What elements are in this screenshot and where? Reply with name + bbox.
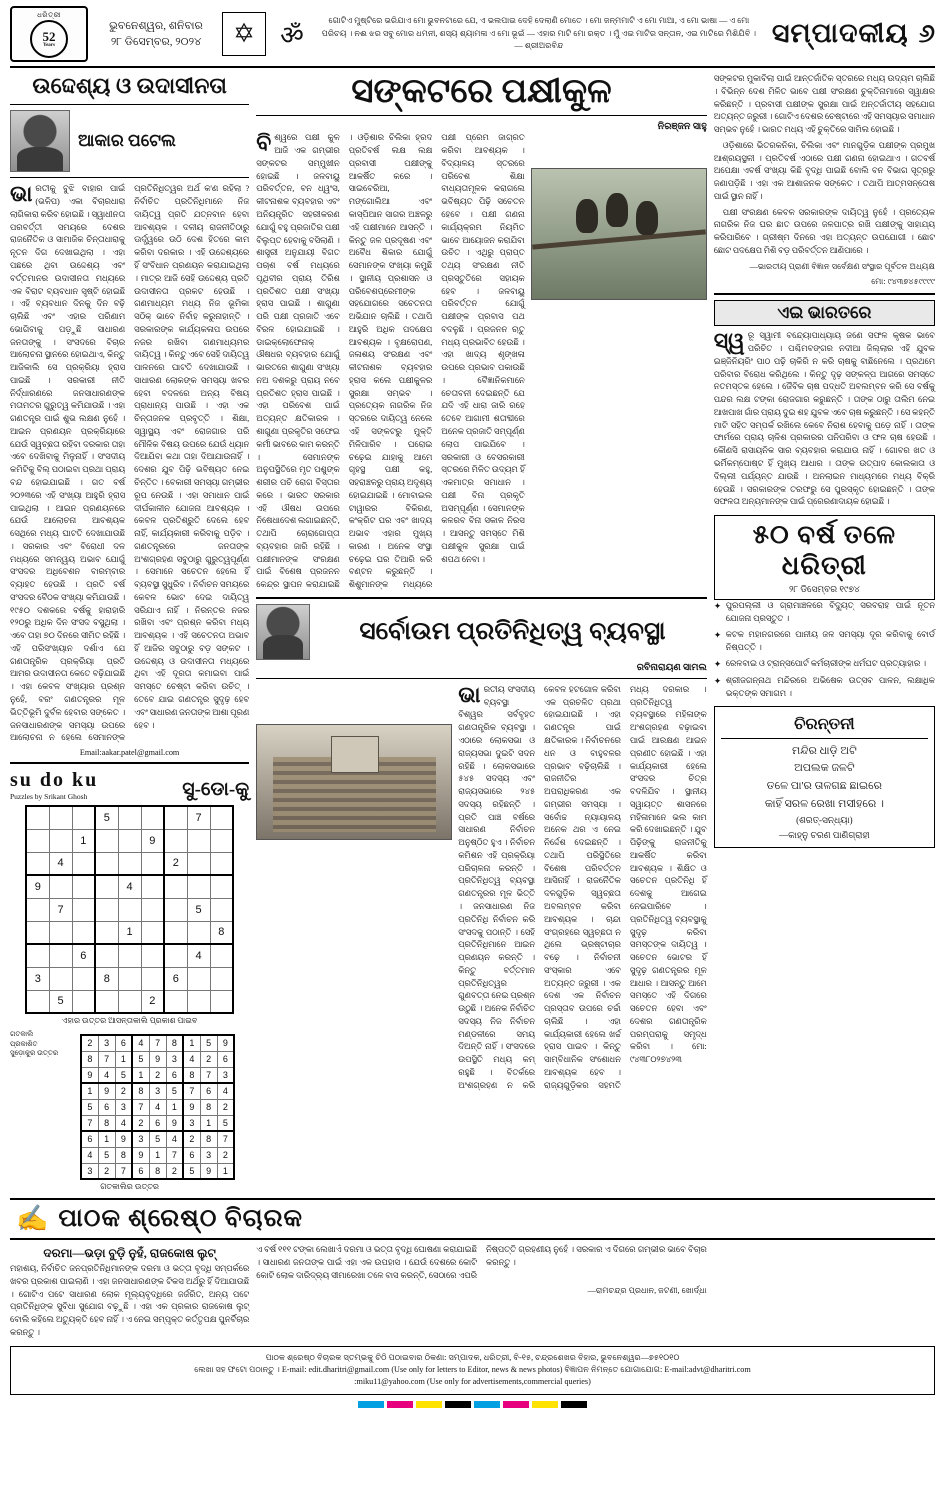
sudoku-logo-text: su do ku	[10, 769, 99, 792]
sudoku-cell[interactable]	[164, 875, 187, 898]
sudoku-cell: 5	[132, 1051, 149, 1067]
sudoku-cell[interactable]: 6	[72, 944, 95, 967]
sudoku-solution-note: ଗତକାଲି ପ୍ରକାଶିତ ସୁଡ଼ୋକୁର ଉତ୍ତର	[10, 1030, 59, 1057]
sudoku-cell: 8	[200, 1099, 217, 1115]
sudoku-cell: 1	[166, 1099, 183, 1115]
sudoku-cell: 2	[166, 1163, 183, 1179]
logo-years-label: Years	[43, 42, 55, 48]
color-swatch	[358, 1401, 384, 1408]
anniversary-item-text: ଶ୍ରୀଜଗନ୍ନାଥ ମନ୍ଦିରରେ ଅଭିଷେକ ଉତ୍ସବ ପାଳନ, ଲକ୍ଷାଧିକ ଭକ୍ତଙ୍କ ସମାଗମ ।	[725, 676, 935, 698]
sudoku-cell[interactable]	[49, 875, 72, 898]
om-icon: ॐ	[280, 21, 304, 50]
sudoku-cell[interactable]	[72, 921, 95, 944]
sudoku-cell[interactable]	[187, 829, 210, 852]
readers-section-title: ପାଠକ ଶ୍ରେଷ୍ଠ ବିଚାରକ	[58, 1205, 304, 1233]
sudoku-cell[interactable]	[26, 990, 49, 1013]
photo-bird-1	[576, 199, 598, 233]
sudoku-cell: 5	[149, 1131, 166, 1147]
section-title: ସମ୍ପାଦକୀୟ	[771, 18, 909, 48]
sudoku-cell[interactable]	[187, 875, 210, 898]
sudoku-row	[81, 1163, 234, 1179]
masthead	[10, 6, 935, 68]
page-number: ୬	[918, 18, 935, 48]
sudoku-cell[interactable]	[49, 944, 72, 967]
sudoku-cell: 7	[200, 1067, 217, 1083]
sudoku-cell: 1	[183, 1035, 200, 1051]
sudoku-cell[interactable]	[164, 990, 187, 1013]
sudoku-cell: 8	[132, 1083, 149, 1099]
sudoku-cell: 3	[200, 1147, 217, 1163]
sudoku-cell: 2	[98, 1163, 115, 1179]
sudoku-cell[interactable]: 8	[95, 967, 118, 990]
letters-footer-col	[714, 1244, 935, 1340]
sudoku-cell[interactable]	[26, 806, 49, 829]
anniversary-date: ୨୮ ଡିସେମ୍ବର ୧୯୭୪	[788, 584, 860, 595]
sudoku-row	[26, 875, 233, 898]
letter-1	[10, 1244, 249, 1340]
sudoku-cell: 2	[149, 1067, 166, 1083]
bullet-icon: ✦	[713, 676, 722, 687]
issue-date	[96, 18, 216, 51]
sudoku-cell[interactable]	[164, 944, 187, 967]
second-body: ଭାରତୀୟ ସଂସଦୀୟ ବ୍ୟବସ୍ଥା ବିଶ୍ୱର ସର୍ବବୃହତ ଗଣତାନ୍ତ୍ରିକ ବ୍ୟବସ୍ଥା । ଏଠାରେ ଲୋକସଭା ଓ ରାଜ୍ୟସଭା ଦୁଇଟି ସଦନ ରହିଛି । ଲୋକସଭାରେ ୫୪୫ ସଦସ୍ୟ ଏବଂ ରାଜ୍ୟସଭାରେ ୨୪୫ ସଦସ୍ୟ ରହିଛନ୍ତି । ପ୍ରତି ପାଞ୍ଚ ବର୍ଷରେ ସାଧାରଣ ନିର୍ବାଚନ ଅନୁଷ୍ଠିତ ହୁଏ । ନିର୍ବାଚନ କମିଶନ ଏହି ପ୍ରକ୍ରିୟା ପରିଚାଳନା କରନ୍ତି । ପ୍ରତିନିଧିତ୍ୱ ବ୍ୟବସ୍ଥା ଗଣତନ୍ତ୍ରର ମୂଳ ଭିତ୍ତି । ଜନସାଧାରଣ ନିଜ ପ୍ରତିନିଧି ନିର୍ବାଚନ କରି ସଂସଦକୁ ପଠାନ୍ତି । ସେହି ପ୍ରତିନିଧିମାନେ ଆଇନ ପ୍ରଣୟନ କରନ୍ତି । କିନ୍ତୁ ବର୍ତ୍ତମାନ ପ୍ରତିନିଧିତ୍ୱର ଗୁଣବତ୍ତା ନେଇ ପ୍ରଶ୍ନ ଉଠୁଛି । ଅନେକ ନିର୍ବାଚିତ ସଦସ୍ୟ ନିଜ ନିର୍ବାଚନ ମଣ୍ଡଳୀରେ ସମୟ ଦିଅନ୍ତି ନାହିଁ । ସଂସଦରେ ଉପସ୍ଥିତି ମଧ୍ୟ କମ୍ ରହୁଛି । ବିତର୍କରେ ଅଂଶଗ୍ରହଣ ନ କରି କେବଳ ହଟଗୋଳ କରିବା ଏକ ପ୍ରଚଳିତ ପ୍ରଥା ହୋଇଯାଇଛି । ଏହା ଗଣତନ୍ତ୍ର ପାଇଁ କ୍ଷତିକାରକ । ନିର୍ବାଚନରେ ଧନ ଓ ବାହୁବଳର ପ୍ରଭାବ ବଢ଼ିଚାଲିଛି । ରାଜନୀତିର ଅପରାଧିକରଣ ଏକ ଗମ୍ଭୀର ସମସ୍ୟା । ସର୍ବୋଚ୍ଚ ନ୍ୟାୟାଳୟ ଅନେକ ଥର ଏ ନେଇ ନିର୍ଦ୍ଦେଶ ଦେଇଛନ୍ତି । ତଥାପି ପରିସ୍ଥିତିରେ ବିଶେଷ ପରିବର୍ତ୍ତନ ଆସିନାହିଁ । ରାଜନୈତିକ ଦଳଗୁଡ଼ିକ ସ୍ୱଚ୍ଛତା ଅବଲମ୍ବନ କରିବା ଆବଶ୍ୟକ । ଚାନ୍ଦା ସଂଗ୍ରହରେ ସ୍ୱଚ୍ଛତା ନ ଥିଲେ ଭ୍ରଷ୍ଟାଚାର ବଢ଼େ । ନିର୍ବାଚନୀ ସଂସ୍କାର ଏବେ ଅତ୍ୟନ୍ତ ଜରୁରୀ । ଏକ ଦେଶ ଏକ ନିର୍ବାଚନ ପ୍ରସ୍ତାବ ଉପରେ ଚର୍ଚ୍ଚା ଚାଲିଛି । ଏହା କାର୍ଯ୍ୟକାରୀ ହେଲେ ଖର୍ଚ୍ଚ ହ୍ରାସ ପାଇବ । କିନ୍ତୁ ସାମ୍ବିଧାନିକ ସଂଶୋଧନ ଆବଶ୍ୟକ ହେବ । ରାଜ୍ୟଗୁଡ଼ିକର ସହମତି ମଧ୍ୟ ଦରକାର । ପ୍ରତିନିଧିତ୍ୱ ବ୍ୟବସ୍ଥାରେ ମହିଳାଙ୍କ ଅଂଶଗ୍ରହଣ ବଢ଼ାଇବା ପାଇଁ ଆରକ୍ଷଣ ଆଇନ ପ୍ରଣୀତ ହୋଇଛି । ଏହା କାର୍ଯ୍ୟକାରୀ ହେଲେ ସଂସଦର ଚିତ୍ର ବଦଳିଯିବ । ସ୍ଥାନୀୟ ସ୍ୱାୟତ୍ତ ଶାସନରେ ମହିଳାମାନେ ଭଲ କାମ କରି ଦେଖାଇଛନ୍ତି । ଯୁବ ପିଢ଼ିଙ୍କୁ ରାଜନୀତିକୁ ଆକର୍ଷିତ କରିବା ଆବଶ୍ୟକ । ଶିକ୍ଷିତ ଓ ସଚେତନ ପ୍ରତିନିଧି ହିଁ ଦେଶକୁ ଆଗେଇ ନେଇପାରିବେ । ପ୍ରତିନିଧିତ୍ୱ ବ୍ୟବସ୍ଥାକୁ ସୁଦୃଢ଼ କରିବା ସମସ୍ତଙ୍କ ଦାୟିତ୍ୱ । ସଚେତନ ଭୋଟର ହିଁ ସୁଦୃଢ଼ ଗଣତନ୍ତ୍ରର ମୂଳ ଆଧାର । ଆସନ୍ତୁ ଆମେ ସମସ୍ତେ ଏହି ଦିଗରେ ସଚେତନ ହେବା ଏବଂ ଦେଶର ଗଣତାନ୍ତ୍ରିକ ପରମ୍ପରାକୁ ସମୃଦ୍ଧ କରିବା । ମୋ: ୯୪୩୮୦୨୭୪୨୩	[458, 681, 707, 1090]
sudoku-cell[interactable]	[95, 921, 118, 944]
sudoku-cell[interactable]	[26, 944, 49, 967]
sudoku-cell[interactable]: 7	[49, 898, 72, 921]
sudoku-cell[interactable]: 5	[187, 898, 210, 921]
sudoku-cell: 8	[115, 1147, 132, 1163]
sudoku-cell: 5	[98, 1147, 115, 1163]
letter-1-body: ମହାଶୟ, ନିର୍ବାଚିତ ଜନପ୍ରତିନିଧିମାନଙ୍କ ଦରମା ଓ ଭତ୍ତା ବୃଦ୍ଧି ସମ୍ପର୍କରେ ଖବର ପ୍ରକାଶ ପାଇଲାଣି । ଏହା ଜନସାଧାରଣଙ୍କ ଟିକସ ଅର୍ଥରୁ ହିଁ ଦିଆଯାଉଛି । ଗୋଟିଏ ପଟେ ସାଧାରଣ ଲୋକ ମୂଲ୍ୟବୃଦ୍ଧିରେ ଜର୍ଜରିତ, ଅନ୍ୟ ପଟେ ପ୍ରତିନିଧିଙ୍କ ସୁବିଧା ସୁଯୋଗ ବଢ଼ୁଛି । ଏହା ଏକ ପ୍ରକାର ରାଜକୋଷ ଲୁଟ୍ ବୋଲି କହିଲେ ଅତ୍ୟୁକ୍ତି ହେବ ନାହିଁ । ଏ ନେଇ ସମ୍ପୃକ୍ତ କର୍ତ୍ତୃପକ୍ଷ ପୁନର୍ବିଚାର କରନ୍ତୁ ।	[10, 1264, 250, 1337]
sudoku-cell: 7	[115, 1163, 132, 1179]
sudoku-cell: 6	[166, 1067, 183, 1083]
newspaper-logo	[10, 6, 88, 62]
sudoku-cell: 9	[98, 1083, 115, 1099]
letter-2	[256, 1244, 707, 1340]
sudoku-cell[interactable]	[26, 829, 49, 852]
sudoku-cell[interactable]	[141, 967, 164, 990]
sudoku-cell: 8	[183, 1067, 200, 1083]
footer-email-editor[interactable]: ଲେଖା ସହ ଫଟୋ ପଠାନ୍ତୁ । E-mail: edit.dharitri@gmail.com (Use only for letters to Editor, news & news photos) ବିଜ୍ଞାପନ ନିମନ୍ତେ ଯୋଗାଯୋଗ: E-mail:advt@dharitri.com	[194, 1364, 751, 1374]
color-swatch	[532, 1401, 558, 1408]
sudoku-cell[interactable]	[187, 967, 210, 990]
sudoku-cell: 8	[98, 1115, 115, 1131]
photo-bird-2	[606, 193, 628, 227]
sudoku-cell: 6	[183, 1147, 200, 1163]
photo-branch	[532, 229, 706, 249]
letter-2-sign: —ରାମଚନ୍ଦ୍ର ପ୍ରଧାନ, ଜଟଣୀ, ଖୋର୍ଦ୍ଧା	[587, 1286, 707, 1296]
letter-1-title: ଦରମା—ଭଡ଼ା ବୁଡ଼ି ନୁହଁ, ରାଜକୋଷ ଲୁଟ୍	[43, 1246, 216, 1261]
sudoku-cell[interactable]	[49, 829, 72, 852]
readers-section-banner	[10, 1198, 935, 1240]
sudoku-row	[81, 1147, 234, 1163]
opinion-author-row	[10, 110, 249, 172]
sudoku-cell: 6	[115, 1035, 132, 1051]
sudoku-cell: 3	[98, 1035, 115, 1051]
sudoku-cell: 2	[132, 1115, 149, 1131]
registration-color-bar	[10, 1401, 935, 1408]
opinion-body: ଭାରତୀକୁ ବୁଝି ବାହାର ପାଇଁ (ଭଳିପ) ଏକା ବିଚାରଧାରା ଲାଗିକାରା କରିବ ହୋଇଛି । ସ୍ୱାଧୀନତା ପରବର୍ତ୍ତୀ ସମୟରେ ଦେଶର ରାଜନୈତିକ ଓ ସାମାଜିକ ଚିନ୍ତାଧାରାକୁ ନୂତନ ଦିଗ ଦେଖାଇଥିଲା । ଏହା ପଛରେ ଥିବା ଉଦ୍ଦେଶ୍ୟ ଏବଂ ବର୍ତ୍ତମାନର ଉଦାସୀନତା ମଧ୍ୟରେ ଏକ ବିରାଟ ବ୍ୟବଧାନ ସୃଷ୍ଟି ହୋଇଛି । ଏହି ବ୍ୟବଧାନ ଦିନକୁ ଦିନ ବଢ଼ି ଚାଲିଛି ଏବଂ ଏହାର ପରିଣାମ ଭୋଗିବାକୁ ପଡ଼ୁଛି ସାଧାରଣ ଜନତାଙ୍କୁ । ସଂସଦରେ ବିଚାର ଆଲୋଚନା ସ୍ଥାନରେ ହୋଇଥାଏ, କିନ୍ତୁ ଆଜିକାଲି ସେ ପ୍ରକ୍ରିୟା ହ୍ରାସ ପାଇଛି । ସରକାରୀ ନୀତି ନିର୍ଦ୍ଧାରଣରେ ଜନସାଧାରଣଙ୍କ ମତାମତର ଗୁରୁତ୍ୱ କମିଯାଉଛି । ଏହା ଗଣତନ୍ତ୍ର ପାଇଁ ଶୁଭ ଲକ୍ଷଣ ନୁହେଁ । ଆଇନ ପ୍ରଣୟନ ପ୍ରକ୍ରିୟାରେ ଯେଉଁ ସ୍ୱଚ୍ଛତା ରହିବା ଦରକାର ତାହା ଏବେ ଦେଖିବାକୁ ମିଳୁନାହିଁ । ସଂସଦୀୟ କମିଟିକୁ ବିଲ୍ ପଠାଇବା ପ୍ରଥା ପ୍ରାୟ ବନ୍ଦ ହୋଇଯାଇଛି । ଗତ ବର୍ଷ ୨୦୨୩ରେ ଏହି ସଂଖ୍ୟା ଆହୁରି ହ୍ରାସ ପାଇଥିଲା । ଆଇନ ପ୍ରଣୟନରେ ଯେଉଁ ଆଲୋଚନା ଆବଶ୍ୟକ ସେଥିରେ ମଧ୍ୟ ଘାଟତି ଦେଖାଯାଉଛି । ସରକାର ଏବଂ ବିରୋଧୀ ଦଳ ମଧ୍ୟରେ ସମନ୍ୱୟ ଅଭାବ ଯୋଗୁଁ ସଂସଦର ଅଧିବେଶନ ବାରମ୍ବାର ବ୍ୟାହତ ହେଉଛି । ପ୍ରତି ବର୍ଷ ସଂସଦର ବୈଠକ ସଂଖ୍ୟା କମିଯାଉଛି । ୧୯୫୦ ଦଶକରେ ବର୍ଷକୁ ହାରାହାରି ୧୨୦ରୁ ଅଧିକ ଦିନ ସଂସଦ ବସୁଥିଲା । ଏବେ ତାହା ୭୦ ଦିନରେ ସୀମିତ ରହିଛି । ଏହି ପରିସଂଖ୍ୟାନ ଦର୍ଶାଏ ଯେ ଗଣତାନ୍ତ୍ରିକ ପ୍ରକ୍ରିୟା ପ୍ରତି ଆମର ଉଦାସୀନତା କେତେ ବଢ଼ିଯାଇଛି । ଏହା କେବଳ ସଂଖ୍ୟାର ପ୍ରଶ୍ନ ନୁହେଁ, ବରଂ ଗଣତନ୍ତ୍ରର ମୂଳ ଭିତ୍ତିଭୂମି ଦୁର୍ବଳ ହେବାର ସଙ୍କେତ । ଜନସାଧାରଣଙ୍କ ସମସ୍ୟା ଉପରେ ଆଲୋଚନା ନ ହେଲେ ସେମାନଙ୍କ ପ୍ରତିନିଧିତ୍ୱର ଅର୍ଥ କ'ଣ ରହିଲା ? ନିର୍ବାଚିତ ପ୍ରତିନିଧିମାନେ ନିଜ ଦାୟିତ୍ୱ ପ୍ରତି ଯତ୍ନବାନ ହେବା ଆବଶ୍ୟକ । ଦଳୀୟ ରାଜନୀତିଠାରୁ ଊର୍ଦ୍ଧ୍ୱରେ ଉଠି ଦେଶ ହିତରେ କାମ କରିବା ଦରକାର । ଏହି ଉଦ୍ଦେଶ୍ୟରେ ହିଁ ସଂବିଧାନ ପ୍ରଣୟନ କରାଯାଇଥିଲା । ମାତ୍ର ଆଜି ସେହି ଉଦ୍ଦେଶ୍ୟ ପ୍ରତି ଉଦାସୀନତା ପ୍ରକଟ ହେଉଛି । ଗଣମାଧ୍ୟମ ମଧ୍ୟ ନିଜ ଭୂମିକା ସଠିକ୍ ଭାବେ ନିର୍ବାହ କରୁନାହାନ୍ତି । ସରକାରଙ୍କ କାର୍ଯ୍ୟକଳାପ ଉପରେ ନଜର ରଖିବା ଗଣମାଧ୍ୟମର ଦାୟିତ୍ୱ । କିନ୍ତୁ ଏବେ ସେହି ଦାୟିତ୍ୱ ପାଳନରେ ଘାଟତି ଦେଖାଯାଉଛି । ସାଧାରଣ ଲୋକଙ୍କ ସମସ୍ୟା ଖବର ହେବା ବଦଳରେ ଅନ୍ୟ ବିଷୟ ପ୍ରାଧାନ୍ୟ ପାଉଛି । ଏହା ଏକ ଚିନ୍ତାଜନକ ପ୍ରବୃତ୍ତି । ଶିକ୍ଷା, ସ୍ୱାସ୍ଥ୍ୟ ଏବଂ ରୋଜଗାର ପରି ମୌଳିକ ବିଷୟ ଉପରେ ଯେଉଁ ଧ୍ୟାନ ଦିଆଯିବା କଥା ତାହା ଦିଆଯାଉନାହିଁ । ଦେଶର ଯୁବ ପିଢ଼ି ଭବିଷ୍ୟତ ନେଇ ଚିନ୍ତିତ । ବେକାରୀ ସମସ୍ୟା ଗମ୍ଭୀର ରୂପ ନେଉଛି । ଏହା ସମାଧାନ ପାଇଁ ଦୀର୍ଘକାଳୀନ ଯୋଜନା ଆବଶ୍ୟକ । କେବଳ ପ୍ରତିଶ୍ରୁତି ଦେଲେ ହେବ ନାହିଁ, କାର୍ଯ୍ୟକାରୀ କରିବାକୁ ପଡ଼ିବ । ଗଣତନ୍ତ୍ରରେ ଜନତାଙ୍କ ଅଂଶଗ୍ରହଣ ସବୁଠାରୁ ଗୁରୁତ୍ୱପୂର୍ଣ୍ଣ । ସେମାନେ ସଚେତନ ହେଲେ ହିଁ ବ୍ୟବସ୍ଥା ସୁଧୁରିବ । ନିର୍ବାଚନ ସମୟରେ କେବଳ ଭୋଟ ଦେଇ ଦାୟିତ୍ୱ ସରିଯାଏ ନାହିଁ । ନିରନ୍ତର ନଜର ରଖିବା ଏବଂ ପ୍ରଶ୍ନ କରିବା ମଧ୍ୟ ଆବଶ୍ୟକ । ଏହି ସଚେତନତା ଅଭାବ ହିଁ ଆଜିର ସବୁଠାରୁ ବଡ଼ ସଙ୍କଟ । ଉଦ୍ଦେଶ୍ୟ ଓ ଉଦାସୀନତା ମଧ୍ୟରେ ଥିବା ଏହି ଦୂରତା କମାଇବା ପାଇଁ ସମସ୍ତେ ଚେଷ୍ଟା କରିବା ଉଚିତ୍ । ତେବେ ଯାଇ ଗଣତନ୍ତ୍ର ସୁଦୃଢ଼ ହେବ ଏବଂ ସାଧାରଣ ଜନତାଙ୍କ ଆଶା ପୂରଣ ହେବ ।	[10, 181, 250, 743]
sudoku-cell[interactable]	[118, 852, 141, 875]
sudoku-puzzle-caption: ଏହାର ଉତ୍ତର ଆସନ୍ତାକାଲି ପ୍ରକାଶ ପାଇବ	[61, 1016, 198, 1026]
sudoku-cell[interactable]	[26, 852, 49, 875]
vulture-photo	[531, 168, 707, 300]
sudoku-cell[interactable]	[210, 829, 233, 852]
sudoku-cell: 4	[149, 1099, 166, 1115]
sudoku-cell[interactable]: 3	[26, 967, 49, 990]
photo-bird-3	[636, 201, 658, 235]
sudoku-cell: 9	[149, 1051, 166, 1067]
india-section-title: ଏଇ ଭାରତରେ	[714, 300, 935, 326]
sudoku-cell: 5	[166, 1083, 183, 1099]
footer-address: ପାଠକ ଶ୍ରେଷ୍ଠ ବିଚାରକ ସ୍ତମ୍ଭକୁ ଚିଠି ପଠାଇବାର ଠିକଣା: ସମ୍ପାଦକ, ଧରିତ୍ରୀ, ବି-୧୫, ଚନ୍ଦ୍ରଶେଖର ବିହାର, ଭୁବନେଶ୍ୱର—୭୫୧୦୧୦	[265, 1352, 680, 1362]
anniversary-seal	[30, 20, 68, 58]
color-swatch	[445, 1401, 471, 1408]
sudoku-cell: 7	[183, 1083, 200, 1099]
sudoku-cell[interactable]	[95, 898, 118, 921]
color-swatch	[503, 1401, 529, 1408]
sudoku-cell: 1	[200, 1115, 217, 1131]
sudoku-cell: 4	[132, 1035, 149, 1051]
sudoku-cell[interactable]	[187, 852, 210, 875]
sudoku-credit: Puzzles by Srikant Ghosh	[10, 792, 88, 802]
sudoku-cell[interactable]: 7	[187, 806, 210, 829]
sudoku-cell: 3	[183, 1115, 200, 1131]
poem-title: ଚିରନ୍ତନୀ	[721, 712, 928, 739]
sudoku-cell: 3	[115, 1099, 132, 1115]
sudoku-cell[interactable]	[72, 852, 95, 875]
sudoku-cell: 9	[115, 1131, 132, 1147]
sudoku-cell: 5	[115, 1067, 132, 1083]
sudoku-cell[interactable]	[164, 898, 187, 921]
color-swatch	[416, 1401, 442, 1408]
sudoku-cell: 1	[115, 1051, 132, 1067]
sudoku-cell: 8	[149, 1163, 166, 1179]
author-photo	[10, 110, 70, 172]
poem-line: କାହିଁ ସରଳ ରେଖା ମସୀହରେ ।	[764, 797, 884, 810]
sudoku-cell[interactable]	[118, 967, 141, 990]
sudoku-title-odia: ସୁ-ଡୋ-କୁ	[182, 779, 250, 801]
sudoku-cell[interactable]	[118, 829, 141, 852]
sudoku-cell: 4	[166, 1131, 183, 1147]
sudoku-cell: 3	[166, 1051, 183, 1067]
sudoku-cell: 1	[149, 1147, 166, 1163]
sudoku-cell: 7	[98, 1051, 115, 1067]
poem-signature: —କାହ୍ନୁ ଚରଣ ପାଣିଗ୍ରାହୀ	[779, 829, 870, 840]
sudoku-cell: 8	[166, 1035, 183, 1051]
bullet-icon: ✦	[713, 630, 722, 641]
sudoku-cell: 7	[132, 1099, 149, 1115]
sudoku-row	[26, 967, 233, 990]
sudoku-cell: 7	[81, 1115, 98, 1131]
sudoku-cell: 4	[183, 1051, 200, 1067]
sudoku-row	[81, 1067, 234, 1083]
poem-signature: (ଶରତ୍-ସନ୍ଧ୍ୟା)	[796, 815, 853, 826]
sudoku-cell[interactable]	[210, 852, 233, 875]
sudoku-cell: 3	[132, 1131, 149, 1147]
sudoku-row	[81, 1083, 234, 1099]
poem-box	[714, 706, 935, 848]
sudoku-cell[interactable]	[49, 921, 72, 944]
logo-years: 52	[42, 28, 56, 44]
sudoku-cell: 4	[98, 1067, 115, 1083]
page-columns	[10, 73, 935, 1192]
sudoku-cell: 2	[115, 1083, 132, 1099]
sudoku-cell[interactable]: 6	[164, 967, 187, 990]
sudoku-cell: 1	[132, 1067, 149, 1083]
sudoku-cell[interactable]	[141, 898, 164, 921]
bullet-icon: ✦	[713, 601, 722, 612]
sudoku-cell: 5	[200, 1035, 217, 1051]
sudoku-row	[81, 1099, 234, 1115]
sudoku-cell: 6	[98, 1099, 115, 1115]
anniversary-item-text: ରେଳବାଇ ଓ ଟ୍ରାନ୍ସପୋର୍ଟ କର୍ମଚାରୀଙ୍କ ଧର୍ମଘଟ ପ୍ରତ୍ୟାହାର ।	[725, 659, 927, 669]
sudoku-solution-wrap	[10, 1030, 249, 1180]
anniversary-box	[714, 515, 935, 600]
sudoku-cell[interactable]	[164, 806, 187, 829]
sudoku-cell: 9	[166, 1115, 183, 1131]
sudoku-cell[interactable]	[210, 944, 233, 967]
sudoku-cell[interactable]	[118, 898, 141, 921]
sudoku-row	[26, 852, 233, 875]
anniversary-item-text: କଟକ ମହାନଗରରେ ପାନୀୟ ଜଳ ସମସ୍ୟା ଦୂର କରିବାକୁ ବୋର୍ଡ ନିଷ୍ପତ୍ତି ।	[725, 630, 935, 652]
second-author-photo	[256, 604, 310, 660]
color-swatch	[474, 1401, 500, 1408]
poem-line: ଅପଲକ ଜଳଟି	[794, 762, 855, 775]
color-swatch	[561, 1401, 587, 1408]
article-headline-opinion: ଉଦ୍ଦେଶ୍ୟ ଓ ଉଦାସୀନତା	[32, 73, 227, 98]
sudoku-cell[interactable]	[72, 875, 95, 898]
sudoku-cell: 2	[217, 1099, 234, 1115]
sudoku-cell[interactable]	[95, 875, 118, 898]
sudoku-cell[interactable]	[95, 990, 118, 1013]
lead-headline: ସଙ୍କଟରେ ପକ୍ଷୀକୁଳ	[351, 73, 612, 110]
sudoku-cell[interactable]: 2	[164, 852, 187, 875]
sudoku-cell[interactable]	[118, 990, 141, 1013]
sudoku-cell[interactable]: 5	[95, 806, 118, 829]
poem-line: ତଳେ ପା'ର ତାଳଗଛ ଛାଇରେ	[766, 780, 882, 793]
india-section-body: ସ୍ୱରୂ ସ୍ୱାମୀ ବନ୍ଦ୍ୟୋପାଧ୍ୟାୟ ଜଣେ ସଫଳ କୃଷକ ଭାବେ ପରିଚିତ । ପଶ୍ଚିମବଙ୍ଗର ନଦୀଆ ଜିଲ୍ଲାର ଏହି ଯୁବକ ଇଞ୍ଜିନିୟରିଂ ପାଠ ପଢ଼ି ଚାକିରି ନ କରି ଚାଷକୁ ବାଛିନେଲେ । ପ୍ରଥମେ ପରିବାର ବିରୋଧ କରିଥିଲେ । କିନ୍ତୁ ଦୃଢ଼ ସଙ୍କଳ୍ପ ଆଗରେ ସମସ୍ତେ ନତମସ୍ତକ ହେଲେ । ଜୈବିକ ଚାଷ ପଦ୍ଧତି ଅବଲମ୍ବନ କରି ସେ ବର୍ଷକୁ ପନ୍ଦର ଲକ୍ଷ ଟଙ୍କା ରୋଜଗାର କରୁଛନ୍ତି । ତାଙ୍କ ଠାରୁ ତାଲିମ ନେଇ ଆଖପାଖ ଗାଁର ପ୍ରାୟ ଦୁଇ ଶହ ଯୁବକ ଏବେ ଚାଷ କରୁଛନ୍ତି । ସେ କହନ୍ତି ମାଟି ସହିତ ସମ୍ପର୍କ ରଖିଲେ କେବେ ନିରାଶ ହେବାକୁ ପଡ଼େ ନାହିଁ । ତାଙ୍କ ଫାର୍ମରେ ପ୍ରାୟ ଚାଳିଶ ପ୍ରକାରର ପନିପରିବା ଓ ଫଳ ଚାଷ ହେଉଛି । କୌଣସି ରାସାୟନିକ ସାର ବ୍ୟବହାର କରାଯାଉ ନାହିଁ । ଗୋବର ଖତ ଓ ଭର୍ମିକମ୍ପୋଷ୍ଟ ହିଁ ମୁଖ୍ୟ ଆଧାର । ତାଙ୍କ ଉତ୍ପାଦ କୋଲକାତା ଓ ଦିଲ୍ଲୀ ପର୍ଯ୍ୟନ୍ତ ଯାଉଛି । ଅନଲାଇନ ମାଧ୍ୟମରେ ମଧ୍ୟ ବିକ୍ରି ହେଉଛି । ସରକାରଙ୍କ ତରଫରୁ ସେ ପୁରସ୍କୃତ ହୋଇଛନ୍ତି । ତାଙ୍କ ସଫଳତା ଅନ୍ୟମାନଙ୍କ ପାଇଁ ପ୍ରେରଣାଦାୟକ ହୋଇଛି ।	[713, 328, 935, 507]
sudoku-row	[26, 898, 233, 921]
sudoku-logo	[10, 769, 98, 801]
sudoku-header	[10, 769, 249, 801]
sudoku-cell: 6	[200, 1083, 217, 1099]
sudoku-cell: 6	[132, 1163, 149, 1179]
readers-letters	[10, 1244, 935, 1340]
sudoku-cell[interactable]	[210, 967, 233, 990]
sudoku-cell[interactable]	[118, 806, 141, 829]
sudoku-cell[interactable]: 1	[118, 921, 141, 944]
sudoku-cell[interactable]	[141, 921, 164, 944]
sudoku-cell: 9	[81, 1067, 98, 1083]
sudoku-cell[interactable]	[26, 921, 49, 944]
parliament-photo	[256, 724, 452, 840]
sudoku-cell: 6	[149, 1115, 166, 1131]
date-line: ୨୮ ଡିସେମ୍ବର, ୨୦୨୪	[110, 36, 202, 48]
anniversary-item	[714, 675, 935, 700]
pen-icon: ✍	[16, 1204, 49, 1234]
column-right	[714, 73, 935, 1192]
sudoku-cell: 1	[81, 1083, 98, 1099]
sudoku-row	[26, 921, 233, 944]
sudoku-cell[interactable]	[187, 921, 210, 944]
sudoku-cell: 1	[217, 1163, 234, 1179]
sudoku-cell[interactable]	[118, 944, 141, 967]
sudoku-cell: 9	[200, 1163, 217, 1179]
sudoku-cell[interactable]: 1	[72, 829, 95, 852]
right-phone: ମୋ: ୯୪୩୭୪୫୯୯୯୯	[871, 277, 935, 287]
sudoku-row	[26, 806, 233, 829]
sudoku-cell: 2	[200, 1051, 217, 1067]
sudoku-cell: 6	[217, 1051, 234, 1067]
sudoku-cell[interactable]: 9	[26, 875, 49, 898]
sudoku-row	[26, 944, 233, 967]
anniversary-item-text: ପୁରପଲ୍ଲୀ ଓ ଗ୍ରାମାଞ୍ଚଳରେ ବିଦ୍ୟୁତ୍ ସରବରାହ ପାଇଁ ନୂତନ ଯୋଜନା ପ୍ରସ୍ତୁତ ।	[725, 601, 935, 623]
sudoku-cell[interactable]	[95, 829, 118, 852]
second-headline: ସର୍ବୋଉମ ପ୍ରତିନିଧିତ୍ୱ ବ୍ୟବସ୍ଥା	[359, 617, 666, 645]
footer-email-ads[interactable]: :miku11@yahoo.com (Use only for advertisements,commercial queries)	[354, 1377, 591, 1387]
second-byline: ରବିନାରାୟଣ ସାମଲ	[636, 662, 707, 673]
sudoku-cell: 5	[81, 1099, 98, 1115]
sudoku-cell[interactable]: 4	[49, 852, 72, 875]
anniversary-item	[714, 629, 935, 654]
sudoku-cell: 4	[81, 1147, 98, 1163]
sudoku-cell[interactable]: 2	[141, 990, 164, 1013]
sudoku-cell[interactable]	[164, 921, 187, 944]
sudoku-cell: 8	[200, 1131, 217, 1147]
sudoku-cell: 2	[183, 1131, 200, 1147]
sudoku-cell[interactable]	[141, 875, 164, 898]
lead-body: ବିଶ୍ୱରେ ପକ୍ଷୀ କୁଳ ଆଜି ଏକ ଗମ୍ଭୀର ସଙ୍କଟର ସମ୍ମୁଖୀନ ହୋଇଛି । ଜଳବାୟୁ ପରିବର୍ତ୍ତନ, ବନ ଧ୍ୱଂସ, କୀଟନାଶକ ବ୍ୟବହାର ଏବଂ ଅନିୟନ୍ତ୍ରିତ ସହରୀକରଣ ଯୋଗୁଁ ବହୁ ପ୍ରଜାତିର ପକ୍ଷୀ ବିଲୁପ୍ତ ହେବାକୁ ବସିଲାଣି । ଶାସ୍ତ୍ରୀ ଅନୁଯାୟୀ ବିଗତ ପଚାଶ ବର୍ଷ ମଧ୍ୟରେ ପୃଥିବୀର ପ୍ରାୟ ତିରିଶ ପ୍ରତିଶତ ପକ୍ଷୀ ସଂଖ୍ୟା ହ୍ରାସ ପାଇଛି । ଶାଗୁଣା ପରି ପକ୍ଷୀ ପ୍ରଜାତି ଏବେ ବିରଳ ହୋଇଯାଇଛି । ଡାଇକ୍ଲୋଫେନାକ୍ ଔଷଧର ବ୍ୟବହାର ଯୋଗୁଁ ଭାରତରେ ଶାଗୁଣା ସଂଖ୍ୟା ନଅ ଦଶକରୁ ପ୍ରାୟ ନବେ ପ୍ରତିଶତ ହ୍ରାସ ପାଇଛି । ଏହା ପରିବେଶ ପାଇଁ ଅତ୍ୟନ୍ତ କ୍ଷତିକାରକ । ଶାଗୁଣା ପ୍ରକୃତିର ସଫେଇ କର୍ମୀ ଭାବରେ କାମ କରନ୍ତି । ସେମାନଙ୍କ ଅନୁପସ୍ଥିତିରେ ମୃତ ପଶୁଙ୍କ ଶରୀର ପଚି ରୋଗ ବିସ୍ତାର କରେ । ଭାରତ ସରକାର ଏହି ଔଷଧ ଉପରେ ନିଷେଧାଦେଶ ଲଗାଇଛନ୍ତି, ତଥାପି ଚୋରାଗୋପ୍ତା ବ୍ୟବହାର ଜାରି ରହିଛି । ପକ୍ଷୀମାନଙ୍କ ସଂରକ୍ଷଣ ପାଇଁ ବିଶେଷ ପ୍ରଜନନ କେନ୍ଦ୍ର ସ୍ଥାପନ କରାଯାଇଛି । ଓଡ଼ିଶାର ଚିଲିକା ହ୍ରଦ ପ୍ରତିବର୍ଷ ଲକ୍ଷ ଲକ୍ଷ ପ୍ରବାସୀ ପକ୍ଷୀଙ୍କୁ ଆକର୍ଷିତ କରେ । ସାଇବେରିଆ, ମଙ୍ଗୋଲିଆ ଏବଂ କାସ୍ପିଆନ ସାଗର ଅଞ୍ଚଳରୁ ଏହି ପକ୍ଷୀମାନେ ଆସନ୍ତି । କିନ୍ତୁ ଜଳ ପ୍ରଦୂଷଣ ଏବଂ ଅବୈଧ ଶିକାର ଯୋଗୁଁ ସେମାନଙ୍କ ସଂଖ୍ୟା କମୁଛି । ସ୍ଥାନୀୟ ପ୍ରଶାସନ ଓ ପରିବେଶପ୍ରେମୀଙ୍କ ସହଯୋଗରେ ସଚେତନତା ଅଭିଯାନ ଚାଲିଛି । ତଥାପି ଆହୁରି ଅଧିକ ପଦକ୍ଷେପ ଆବଶ୍ୟକ । ବୃକ୍ଷରୋପଣ, ଜଳାଶୟ ସଂରକ୍ଷଣ ଏବଂ କୀଟନାଶକ ବ୍ୟବହାର ହ୍ରାସ କଲେ ପକ୍ଷୀକୁଳର ସୁରକ୍ଷା ସମ୍ଭବ । ପ୍ରତ୍ୟେକ ନାଗରିକ ନିଜ ସ୍ତରରେ ଦାୟିତ୍ୱ ନେଲେ ଏହି ସଙ୍କଟରୁ ମୁକ୍ତି ମିଳିପାରିବ । ଘରୋଇ ଚଢ଼େଇ ଯାହାକୁ ଆମେ ଗୃହସ୍ଥ ପକ୍ଷୀ କହୁ, ସହରାଞ୍ଚଳରୁ ପ୍ରାୟ ଅଦୃଶ୍ୟ ହୋଇଯାଇଛି । ମୋବାଇଲ ଟାୱାରର ବିକିରଣ, କଂକ୍ରିଟ ଘର ଏବଂ ଖାଦ୍ୟ ଅଭାବ ଏହାର ମୁଖ୍ୟ କାରଣ । ଅନେକ ସଂସ୍ଥା ଚଢ଼େଇ ଘର ତିଆରି କରି ବଣ୍ଟନ କରୁଛନ୍ତି । ଶିଶୁମାନଙ୍କ ମଧ୍ୟରେ ପକ୍ଷୀ ପ୍ରେମ ଜାଗ୍ରତ କରିବା ଆବଶ୍ୟକ । ବିଦ୍ୟାଳୟ ସ୍ତରରେ ପରିବେଶ ଶିକ୍ଷା ବାଧ୍ୟତାମୂଳକ କରାଗଲେ ଭବିଷ୍ୟତ ପିଢ଼ି ସଚେତନ ହେବେ । ପକ୍ଷୀ ଗଣନା କାର୍ଯ୍ୟକ୍ରମ ନିୟମିତ ଭାବେ ଆୟୋଜନ କରାଯିବା ଉଚିତ । ଏଥିରୁ ପ୍ରାପ୍ତ ତଥ୍ୟ ସଂରକ୍ଷଣ ନୀତି ପ୍ରସ୍ତୁତିରେ ସହାୟକ ହେବ । ଜଳବାୟୁ ପରିବର୍ତ୍ତନ ଯୋଗୁଁ ପକ୍ଷୀଙ୍କ ପ୍ରବାସ ପଥ ବଦଳୁଛି । ପ୍ରଜନନ ଋତୁ ମଧ୍ୟ ପ୍ରଭାବିତ ହେଉଛି । ଏହା ଖାଦ୍ୟ ଶୃଙ୍ଖଳା ଉପରେ ପ୍ରଭାବ ପକାଉଛି । ବୈଜ୍ଞାନିକମାନେ ଚେତାବନୀ ଦେଇଛନ୍ତି ଯେ ଯଦି ଏହି ଧାରା ଜାରି ରହେ ତେବେ ଆଗାମୀ ଶତାବ୍ଦୀରେ ଅନେକ ପ୍ରଜାତି ସମ୍ପୂର୍ଣ୍ଣ ଲୋପ ପାଇଯିବେ । ସରକାରୀ ଓ ବେସରକାରୀ ସ୍ତରରେ ମିଳିତ ଉଦ୍ୟମ ହିଁ ଏକମାତ୍ର ସମାଧାନ । ପକ୍ଷୀ ବିନା ପ୍ରକୃତି ଅସମ୍ପୂର୍ଣ୍ଣ । ସେମାନଙ୍କ କଳରବ ବିନା ସକାଳ ନିରସ । ଆସନ୍ତୁ ସମସ୍ତେ ମିଶି ପକ୍ଷୀକୁଳ ସୁରକ୍ଷା ପାଇଁ ଶପଥ ନେବା ।	[256, 130, 525, 590]
sudoku-cell[interactable]	[141, 806, 164, 829]
sudoku-cell[interactable]	[49, 967, 72, 990]
poem-lines	[721, 743, 928, 842]
sudoku-cell[interactable]	[49, 806, 72, 829]
sudoku-section	[10, 769, 249, 1192]
sudoku-cell: 9	[183, 1099, 200, 1115]
star-icon: ✡	[222, 12, 266, 56]
column-center	[256, 73, 707, 1192]
sudoku-row	[81, 1115, 234, 1131]
sudoku-cell[interactable]	[210, 875, 233, 898]
sudoku-solution-caption: ଗତକାଲିର ଉତ୍ତର	[100, 1182, 159, 1192]
sudoku-puzzle-grid[interactable]	[25, 805, 234, 1014]
sudoku-cell: 4	[217, 1083, 234, 1099]
sudoku-cell[interactable]: 4	[118, 875, 141, 898]
sudoku-cell: 5	[183, 1163, 200, 1179]
sudoku-cell[interactable]: 4	[187, 944, 210, 967]
sudoku-cell: 2	[81, 1035, 98, 1051]
sudoku-cell: 5	[217, 1115, 234, 1131]
letter-2-body: ଏ ବର୍ଷ ୧୧୧ ଟଙ୍କା ଲେଖାଏଁ ଦରମା ଓ ଭତ୍ତା ବୃଦ୍ଧି ଘୋଷଣା କରାଯାଇଛି । ସାଧାରଣ ଜନତାଙ୍କ ପାଇଁ ଏହା ଏକ ଉପହାସ । ଯେଉଁ ଦେଶରେ କୋଟି କୋଟି ଲୋକ ଦାରିଦ୍ର୍ୟ ସୀମାରେଖା ତଳେ ବାସ କରନ୍ତି, ସେଠାରେ ଏପରି ନିଷ୍ପତ୍ତି ଗ୍ରହଣୀୟ ନୁହେଁ । ସରକାର ଏ ଦିଗରେ ଗମ୍ଭୀର ଭାବେ ବିଚାର କରନ୍ତୁ ।	[256, 1245, 707, 1280]
sudoku-cell: 3	[217, 1067, 234, 1083]
anniversary-title: ୫୦ ବର୍ଷ ତଳେ ଧରିତ୍ରୀ	[752, 520, 897, 581]
sudoku-cell: 9	[132, 1147, 149, 1163]
sudoku-cell[interactable]	[72, 990, 95, 1013]
sudoku-cell: 7	[217, 1131, 234, 1147]
sudoku-cell[interactable]	[210, 898, 233, 921]
sudoku-row	[81, 1035, 234, 1051]
logo-name: ଧରିତ୍ରୀ	[37, 10, 61, 19]
anniversary-item	[714, 658, 935, 671]
lead-byline: ନିରଞ୍ଜନ ସାହୁ	[657, 122, 707, 133]
sudoku-cell[interactable]	[72, 898, 95, 921]
sudoku-cell: 7	[149, 1035, 166, 1051]
place-line: ଭୁବନେଶ୍ୱର, ଶନିବାର	[109, 19, 203, 32]
sudoku-cell[interactable]: 8	[210, 921, 233, 944]
sudoku-cell[interactable]	[164, 829, 187, 852]
sudoku-row	[81, 1051, 234, 1067]
sudoku-cell: 3	[149, 1083, 166, 1099]
sudoku-cell[interactable]	[187, 990, 210, 1013]
color-swatch	[387, 1401, 413, 1408]
sudoku-cell[interactable]	[95, 852, 118, 875]
sudoku-cell: 8	[81, 1051, 98, 1067]
poem	[721, 712, 928, 842]
sudoku-cell: 7	[166, 1147, 183, 1163]
sudoku-cell: 6	[81, 1131, 98, 1147]
sudoku-cell[interactable]: 9	[141, 829, 164, 852]
contact-footer	[10, 1346, 935, 1395]
sudoku-row	[26, 990, 233, 1013]
masthead-verse: ଗୋଟିଏ ମୁଷ୍ଟିରେ ଭରିଯାଏ ମୋ ଭୁବନଟାରେ ଯେ, ଏ ଭଲପାଇ ଦେହି ଦେଲାଣି ମୋତେ । ମୋ ଜନ୍ମମାଟି ଏ ମୋ ମାଆ, ଏ ମୋ ଭାଷା — ଏ ମୋ ପରିଚୟ । ନଈ ଝର ସବୁ ମୋର ଧମନୀ, ଶସ୍ୟ ଶ୍ୟାମଳା ଏ ମୋ ଭୂଇଁ — ଏହାର ମାଟି ମୋ ରକ୍ତ । ମୁଁ ଏଇ ମାଟିର ସନ୍ତାନ, ଏଇ ମାଟିରେ ମିଶିଯିବି । — ଶ୍ରୀଅରବିନ୍ଦ	[321, 15, 757, 51]
sudoku-cell[interactable]	[26, 898, 49, 921]
sudoku-solution-grid	[80, 1034, 235, 1180]
right-signature: —ଭାରତୀୟ ପ୍ରାଣୀ ବିଜ୍ଞାନ ସର୍ବେକ୍ଷଣ ସଂସ୍ଥାର ପୂର୍ବତନ ଅଧ୍ୟକ୍ଷ	[749, 261, 935, 271]
sudoku-cell[interactable]	[72, 967, 95, 990]
sudoku-cell: 9	[217, 1035, 234, 1051]
sudoku-cell[interactable]	[141, 944, 164, 967]
anniversary-items	[714, 600, 935, 700]
sudoku-cell: 2	[217, 1147, 234, 1163]
poem-line: ମନ୍ଦିର ଧାଡ଼ି ଅଟି	[791, 744, 857, 757]
second-author-row	[256, 604, 707, 660]
sudoku-cell: 3	[81, 1163, 98, 1179]
sudoku-cell[interactable]: 5	[49, 990, 72, 1013]
column-left	[10, 73, 249, 1192]
sudoku-cell[interactable]	[141, 852, 164, 875]
sudoku-row	[81, 1131, 234, 1147]
sudoku-cell[interactable]	[72, 806, 95, 829]
right-continuation: ସଙ୍କଟର ମୁକାବିଲା ପାଇଁ ଆନ୍ତର୍ଜାତିକ ସ୍ତରରେ ମଧ୍ୟ ଉଦ୍ୟମ ଚାଲିଛି । ବିଭିନ୍ନ ଦେଶ ମିଳିତ ଭାବେ ପକ୍ଷୀ ସଂରକ୍ଷଣ ଚୁକ୍ତିନାମାରେ ସ୍ୱାକ୍ଷର କରିଛନ୍ତି । ପ୍ରବାସୀ ପକ୍ଷୀଙ୍କ ସୁରକ୍ଷା ପାଇଁ ଅନ୍ତର୍ଜାତୀୟ ସହଯୋଗ ଅତ୍ୟନ୍ତ ଜରୁରୀ । ଗୋଟିଏ ଦେଶର ଚେଷ୍ଟାରେ ଏହି ସମସ୍ୟାର ସମାଧାନ ସମ୍ଭବ ନୁହେଁ । ଭାରତ ମଧ୍ୟ ଏହି ଚୁକ୍ତିରେ ସାମିଲ ହୋଇଛି । ଓଡ଼ିଶାରେ ଭିତରକନିକା, ଚିଲିକା ଏବଂ ମାନଗୁଡ଼ିକ ପକ୍ଷୀଙ୍କ ପ୍ରମୁଖ ଆଶ୍ରୟସ୍ଥଳୀ । ପ୍ରତିବର୍ଷ ଏଠାରେ ପକ୍ଷୀ ଗଣନା ହୋଇଥାଏ । ଗତବର୍ଷ ଅପେକ୍ଷା ଏବର୍ଷ ସଂଖ୍ୟା କିଛି ବୃଦ୍ଧି ପାଇଛି ବୋଲି ବନ ବିଭାଗ ସୂତ୍ରରୁ ଜଣାପଡ଼ିଛି । ଏହା ଏକ ଆଶାଜନକ ସଙ୍କେତ । ତଥାପି ଆତ୍ମସନ୍ତୋଷ ପାଇଁ ସ୍ଥାନ ନାହିଁ । ପକ୍ଷୀ ସଂରକ୍ଷଣ କେବଳ ସରକାରଙ୍କ ଦାୟିତ୍ୱ ନୁହେଁ । ପ୍ରତ୍ୟେକ ନାଗରିକ ନିଜ ଘର ଛାତ ଉପରେ ଜଳପାତ୍ର ରଖି ପକ୍ଷୀଙ୍କୁ ସାହାଯ୍ୟ କରିପାରିବେ । ଗ୍ରୀଷ୍ମ ଦିନରେ ଏହା ଅତ୍ୟନ୍ତ ଉପଯୋଗୀ । ଛୋଟ ଛୋଟ ପଦକ୍ଷେପ ମିଶି ବଡ଼ ପରିବର୍ତ୍ତନ ଆଣିପାରେ ।	[713, 74, 935, 255]
bullet-icon: ✦	[713, 659, 722, 670]
author-email: Email:aakar.patel@gmail.com	[79, 748, 180, 758]
sudoku-cell: 1	[98, 1131, 115, 1147]
sudoku-cell[interactable]	[95, 944, 118, 967]
anniversary-item	[714, 600, 935, 625]
sudoku-row	[26, 829, 233, 852]
sudoku-cell[interactable]	[210, 806, 233, 829]
sudoku-cell: 4	[115, 1115, 132, 1131]
author-name: ଆକାର ପଟେଲ	[78, 131, 176, 151]
sudoku-cell[interactable]	[210, 990, 233, 1013]
